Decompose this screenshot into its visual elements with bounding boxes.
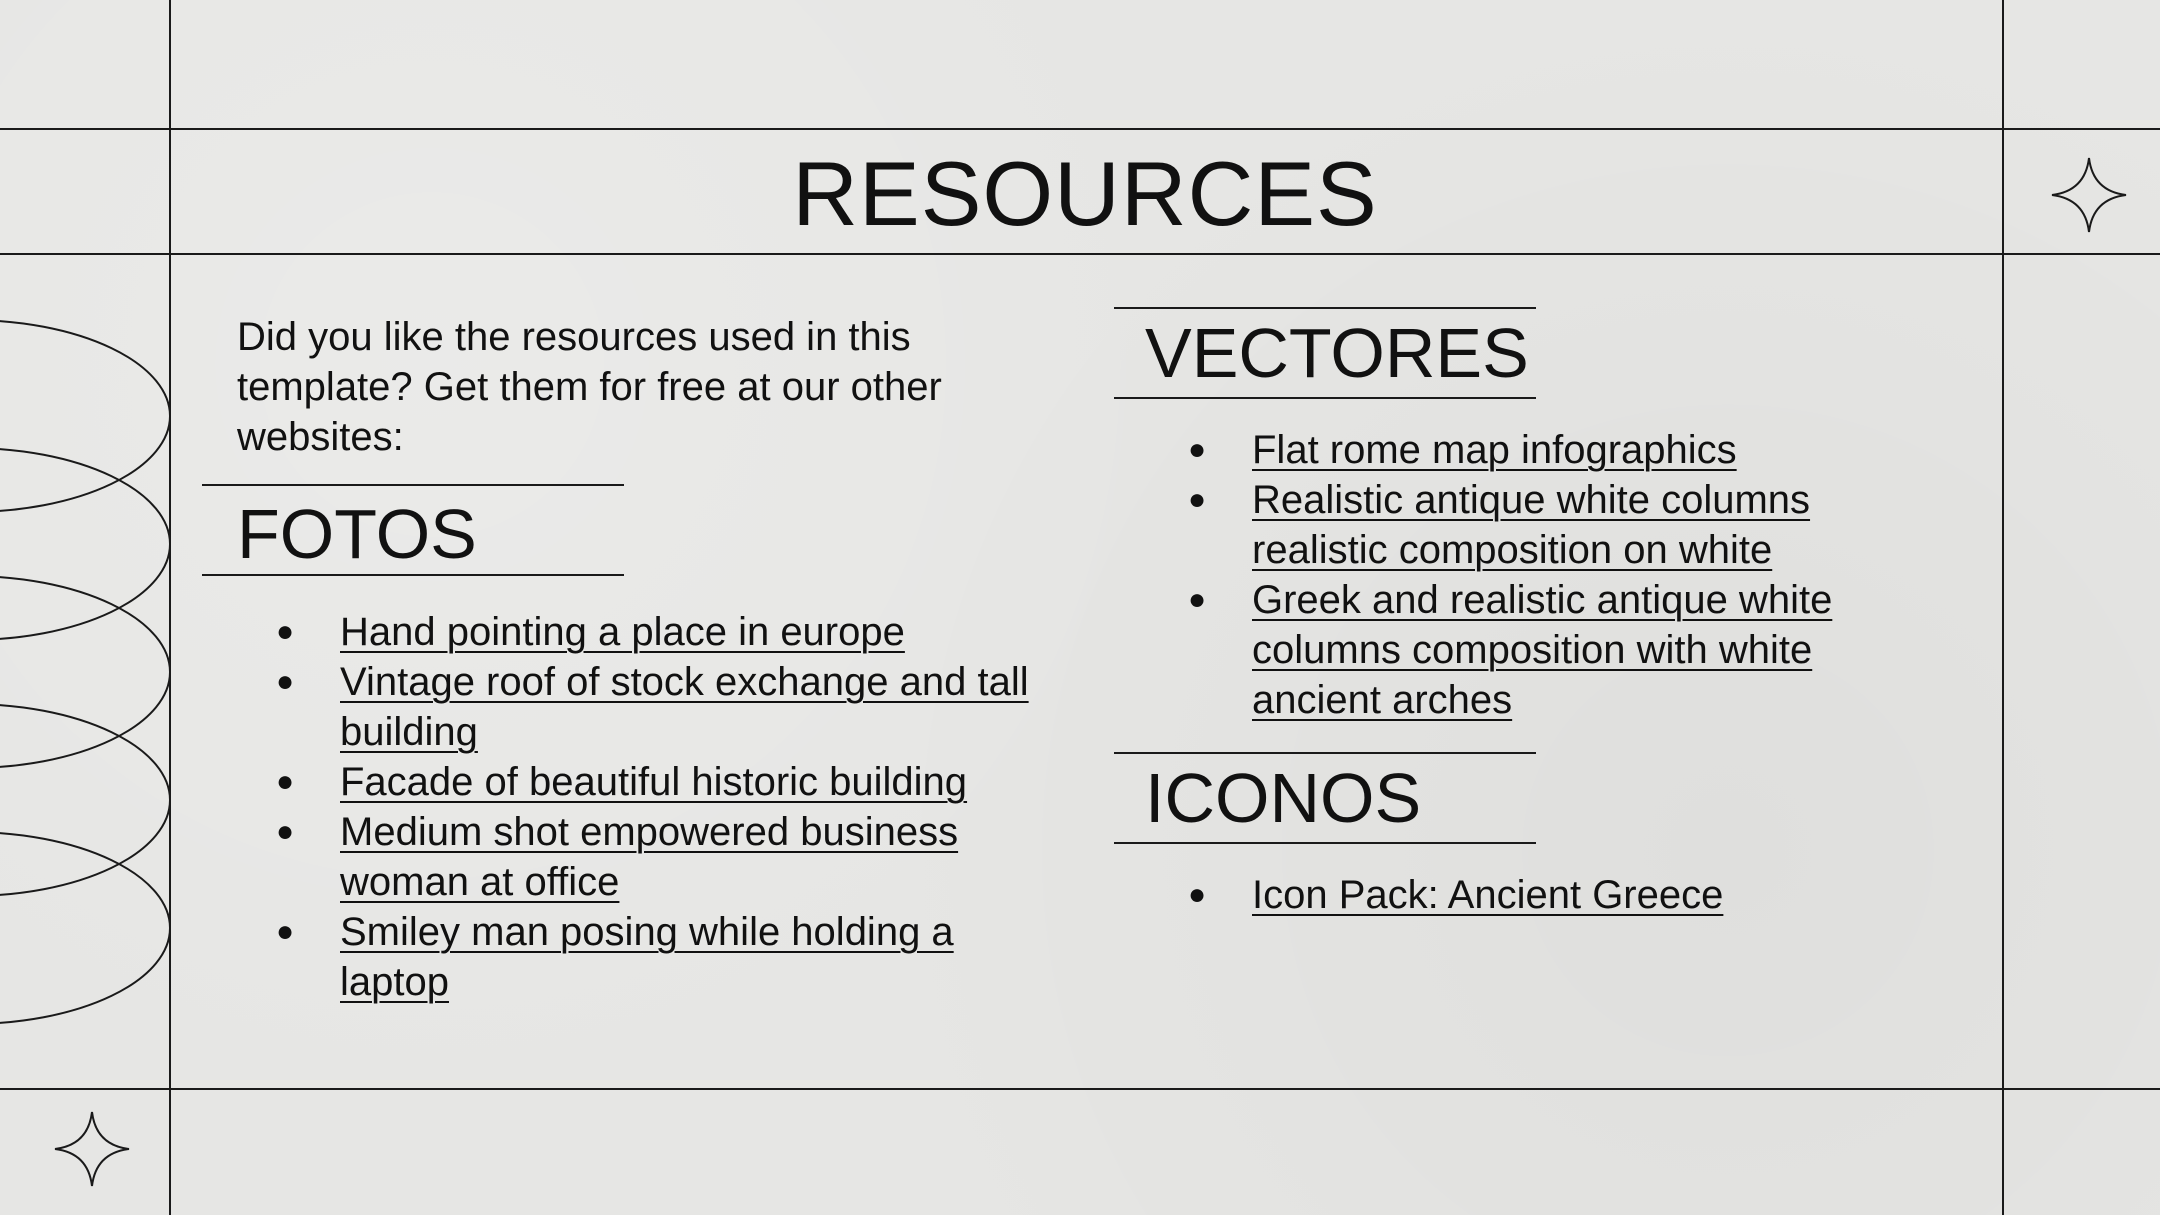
vectores-link[interactable]: Greek and realistic antique white columns composition with white ancient arches [1252,578,1833,722]
ellipse-chain-decoration [0,300,175,1040]
bullet: ● [275,765,295,798]
list-item [265,757,1065,807]
vectores-rule-top [1114,307,1536,309]
frame-line-right [2002,0,2004,1215]
fotos-link[interactable]: Facade of beautiful historic building [340,760,968,804]
sparkle-icon [53,1110,131,1188]
fotos-link[interactable]: Hand pointing a place in europe [340,610,905,654]
list-item [265,657,1065,757]
vectores-rule-bottom [1114,397,1536,399]
list-item [265,807,1065,907]
list-item [1177,575,1917,725]
bullet: ● [275,615,295,648]
fotos-rule-bottom [202,574,624,576]
vectores-list [1177,425,1917,725]
fotos-link[interactable]: Vintage roof of stock exchange and tall building [340,660,1029,754]
fotos-link[interactable]: Medium shot empowered business woman at office [340,810,959,904]
list-item [1177,870,1917,920]
list-item [1177,475,1917,575]
bullet: ● [275,915,295,948]
bullet: ● [275,815,295,848]
bullet: ● [1187,483,1207,516]
iconos-link[interactable]: Icon Pack: Ancient Greece [1252,873,1724,917]
vectores-link[interactable]: Flat rome map infographics [1252,428,1737,472]
vectores-heading: VECTORES [1145,314,1529,392]
sparkle-icon [2050,156,2128,234]
list-item [1177,425,1917,475]
frame-line-bottom [0,1088,2160,1090]
bullet: ● [1187,878,1207,911]
fotos-rule-top [202,484,624,486]
bullet: ● [275,665,295,698]
fotos-heading: FOTOS [237,495,477,573]
list-item [265,907,1065,1007]
list-item [265,607,1065,657]
bullet: ● [1187,433,1207,466]
page-title: RESOURCES [792,144,1378,245]
fotos-list [265,607,1065,1007]
fotos-link[interactable]: Smiley man posing while holding a laptop [340,910,954,1004]
iconos-heading: ICONOS [1145,759,1422,837]
iconos-list [1177,870,1917,920]
bullet: ● [1187,583,1207,616]
vectores-link[interactable]: Realistic antique white columns realistic composition on white [1252,478,1811,572]
iconos-rule-bottom [1114,842,1536,844]
intro-text: Did you like the resources used in this template? Get them for free at our other websites: [237,315,942,459]
iconos-rule-top [1114,752,1536,754]
